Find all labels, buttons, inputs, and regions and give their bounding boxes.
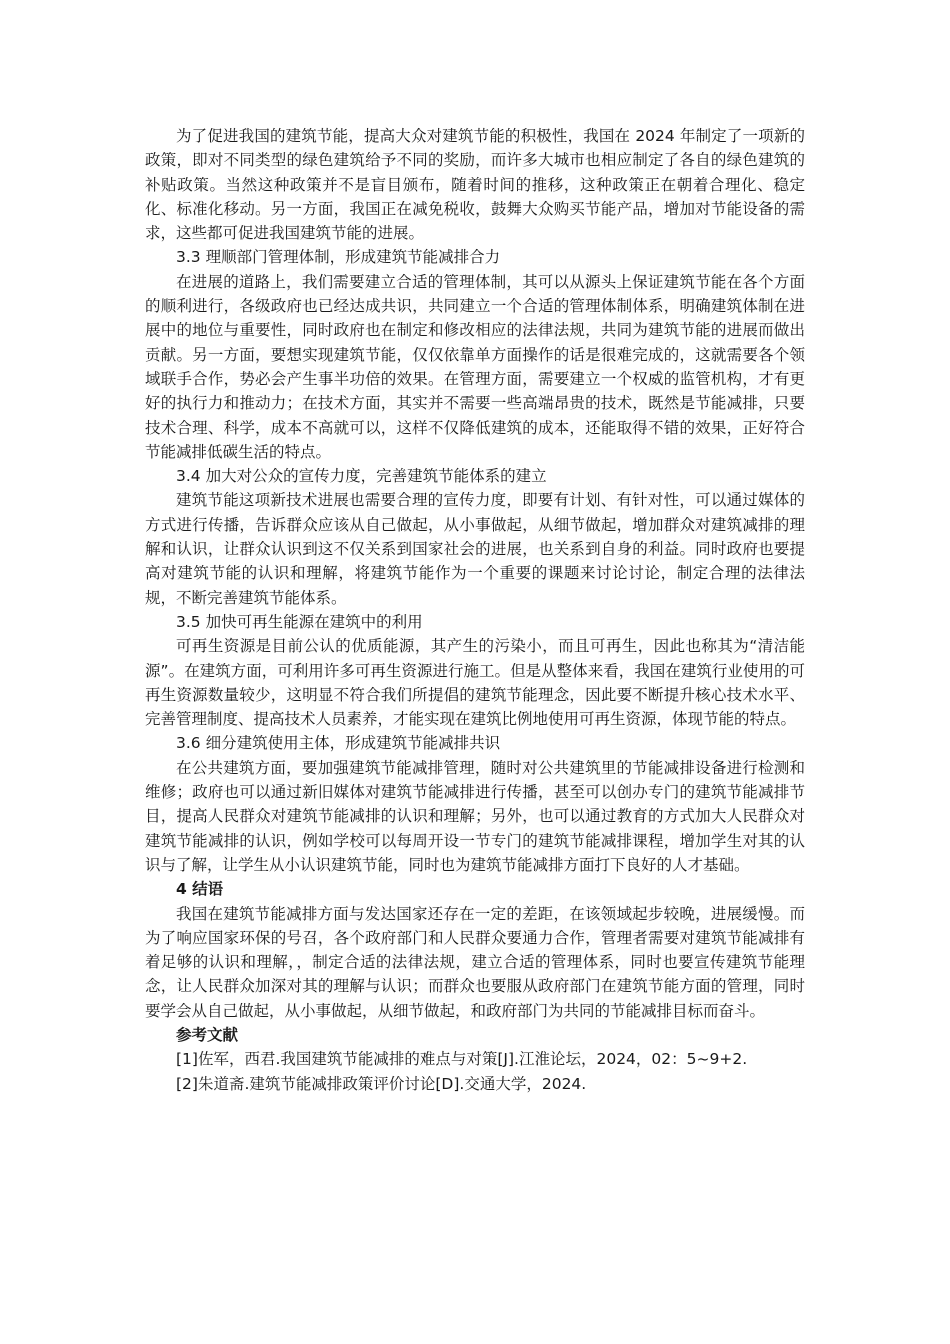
reference-item-2: [2]朱道斋.建筑节能减排政策评价讨论[D].交通大学，2024. — [176, 1074, 587, 1093]
section-heading-3-5: 3.5 加快可再生能源在建筑中的利用 — [176, 612, 423, 631]
section-heading-conclusion: 4 结语 — [176, 880, 224, 899]
section-heading-3-6: 3.6 细分建筑使用主体，形成建筑节能减排共识 — [176, 734, 501, 753]
paragraph-management-system: 在进展的道路上，我们需要建立合适的管理体制，其可以从源头上保证建筑节能在各个方面的顺利进行，各级政府也已经达成共识，共同建立一个合适的管理体制体系，明确建筑体制在进展中的地位与重要性，同时政府也在制定和修改相应的法律法规，共同为建筑节能的进展而做出贡献。另一方面，要想实现建筑节能，仅仅依靠单方面操作的话是很难完成的，这就需要各个领域联手合作，势必会产生事半功倍的效果。在管理方面，需要建立一个权威的监管机构，才有更好的执行力和推动力；在技术方面，其实并不需要一些高端昂贵的技术，既然是节能减排，只要技术合理、科学，成本不高就可以，这样不仅降低建筑的成本，还能取得不错的效果，正好符合节能减排低碳生活的特点。 — [145, 272, 805, 461]
paragraph-publicity: 建筑节能这项新技术进展也需要合理的宣传力度，即要有计划、有针对性，可以通过媒体的方式进行传播，告诉群众应该从自己做起，从小事做起，从细节做起，增加群众对建筑减排的理解和认识，让群众认识到这不仅关系到国家社会的进展，也关系到自身的利益。同时政府也要提高对建筑节能的认识和理解，将建筑节能作为一个重要的课题来讨论讨论，制定合理的法律法规，不断完善建筑节能体系。 — [145, 491, 805, 607]
references-heading: 参考文献 — [176, 1025, 239, 1044]
paragraph-policy-incentives: 为了促进我国的建筑节能，提高大众对建筑节能的积极性，我国在 2024 年制定了一项新的政策，即对不同类型的绿色建筑给予不同的奖励，而许多大城市也相应制定了各自的绿色建筑的补贴政策。当然这种政策并不是盲目颁布，随着时间的推移，这种政策正在朝着合理化、稳定化、标准化移动。另一方面，我国正在减免税收，鼓舞大众购买节能产品，增加对节能设备的需求，这些都可促进我国建筑节能的进展。 — [145, 127, 805, 243]
document-body — [145, 124, 805, 1096]
reference-item-1: [1]佐军，西君.我国建筑节能减排的难点与对策[J].江淮论坛，2024，02：5~9+2. — [176, 1050, 748, 1069]
paragraph-renewable-energy: 可再生资源是目前公认的优质能源，其产生的污染小，而且可再生，因此也称其为“清洁能源”。在建筑方面，可利用许多可再生资源进行施工。但是从整体来看，我国在建筑行业使用的可再生资源数量较少，这明显不符合我们所提倡的建筑节能理念，因此要不断提升核心技术水平、完善管理制度、提高技术人员素养，才能实现在建筑比例地使用可再生资源，体现节能的特点。 — [145, 637, 805, 729]
section-heading-3-3: 3.3 理顺部门管理体制，形成建筑节能减排合力 — [176, 248, 501, 267]
paragraph-conclusion: 我国在建筑节能减排方面与发达国家还存在一定的差距，在该领域起步较晚，进展缓慢。而为了响应国家环保的号召，各个政府部门和人民群众要通力合作，管理者需要对建筑节能减排有着足够的认识和理解，，制定合适的法律法规，建立合适的管理体系，同时也要宣传建筑节能理念，让人民群众加深对其的理解与认识；而群众也要服从政府部门在建筑节能方面的管理，同时要学会从自己做起，从小事做起，从细节做起，和政府部门为共同的节能减排目标而奋斗。 — [145, 904, 805, 1020]
section-heading-3-4: 3.4 加大对公众的宣传力度，完善建筑节能体系的建立 — [176, 467, 547, 486]
paragraph-public-buildings: 在公共建筑方面，要加强建筑节能减排管理，随时对公共建筑里的节能减排设备进行检测和维修；政府也可以通过新旧媒体对建筑节能减排进行传播，甚至可以创办专门的建筑节能减排节目，提高人民群众对建筑节能减排的认识和理解；另外，也可以通过教育的方式加大人民群众对建筑节能减排的认识，例如学校可以每周开设一节专门的建筑节能减排课程，增加学生对其的认识与了解，让学生从小认识建筑节能，同时也为建筑节能减排方面打下良好的人才基础。 — [145, 758, 805, 874]
